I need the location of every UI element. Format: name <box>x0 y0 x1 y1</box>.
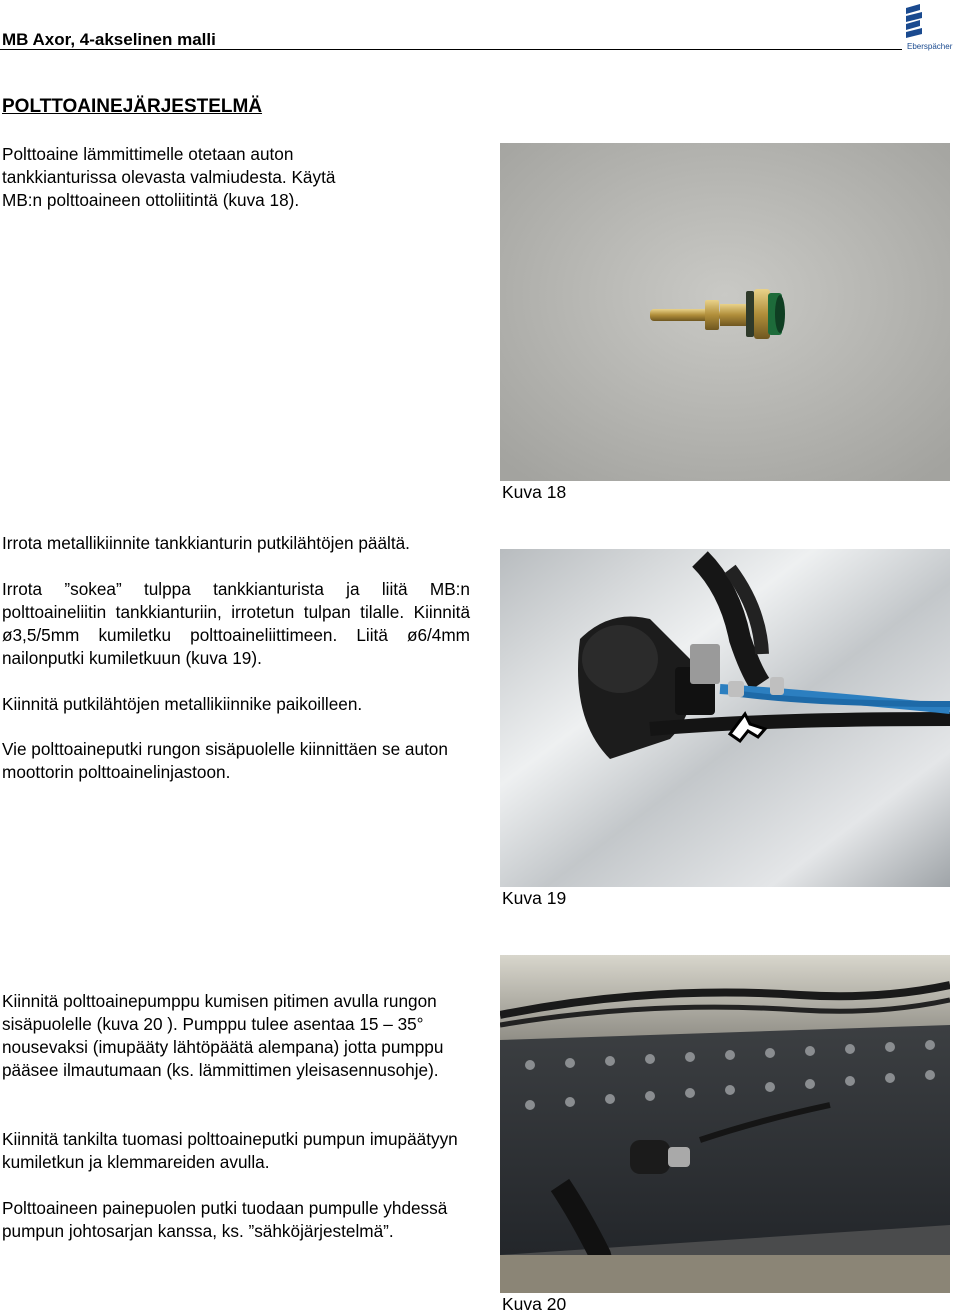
figure-20-photo <box>500 955 950 1293</box>
document-header-title: MB Axor, 4-akselinen malli <box>2 30 216 49</box>
figure-19-caption: Kuva 19 <box>502 888 567 908</box>
figure-20-caption: Kuva 20 <box>502 1294 567 1314</box>
brand-name: Eberspächer <box>907 42 953 51</box>
figure-18-photo <box>500 143 950 481</box>
figure-19-photo <box>500 549 950 887</box>
figure-18-caption: Kuva 18 <box>502 482 567 502</box>
intro-paragraph: Polttoaine lämmittimelle otetaan auton tankkianturissa olevasta valmiudesta. Käytä MB:n polttoaineen ottoliitintä (kuva 18). <box>2 144 336 210</box>
pump-suction-paragraph: Kiinnitä tankilta tuomasi polttoaineputki pumpun imupäätyyn kumiletkun ja klemmareiden avulla. <box>2 1129 458 1172</box>
pump-mount-paragraph: Kiinnitä polttoainepumppu kumisen pitimen avulla rungon sisäpuolelle (kuva 20 ). Pumppu tulee asentaa 15 – 35° nousevaksi (imupääty lähtöpäätä alempana) jotta pumppu pääsee ilmautumaan (ks. lämmittimen yleisasennusohje). <box>2 991 444 1080</box>
route-pipe-paragraph: Vie polttoaineputki rungon sisäpuolelle kiinnittäen se auton moottorin polttoainelinjastoon. <box>2 739 448 782</box>
refit-clip-paragraph: Kiinnitä putkilähtöjen metallikiinnike paikoilleen. <box>2 694 363 714</box>
connect-paragraph: Irrota ”sokea” tulppa tankkianturista ja liitä MB:n polttoaineliitin tankkianturiin, irrotetun tulpan tilalle. Kiinnitä ø3,5/5mm kumiletku polttoaineliittimeen. Liitä ø6/4mm nailonputki kumiletkuun (kuva 19). <box>2 579 470 668</box>
remove-clip-paragraph: Irrota metallikiinnite tankkianturin putkilähtöjen päältä. <box>2 533 410 553</box>
header-divider <box>0 49 902 50</box>
section-title: POLTTOAINEJÄRJESTELMÄ <box>2 96 263 117</box>
pressure-side-paragraph: Polttoaineen painepuolen putki tuodaan pumpulle yhdessä pumpun johtosarjan kanssa, ks. ”sähköjärjestelmä”. <box>2 1198 448 1241</box>
